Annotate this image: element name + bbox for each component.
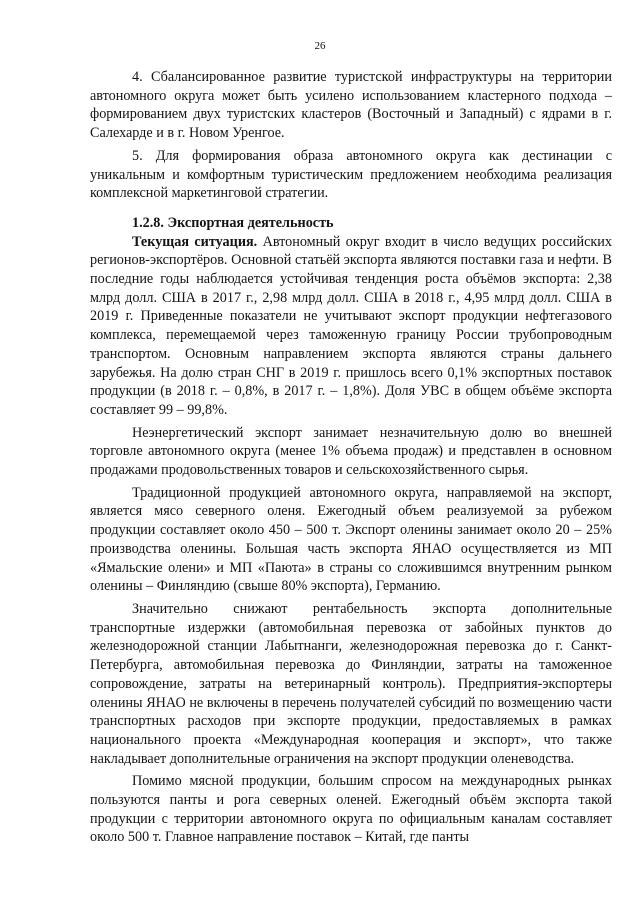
paragraph-reindeer-meat: Традиционной продукцией автономного округа, направляемой на экспорт, является мясо северного оленя. Ежегодный объем реализуемой за рубежом продукции составляет около 450 – 500 т. Экспорт оленины занимает около 20 – 25% производства оленины. Большая часть экспорта ЯНАО осуществляется из МП «Ямальские олени» и МП «Паюта» в страны со сложившимся внутренним рынком оленины – Финляндию (свыше 80% экспорта), Германию. bbox=[90, 484, 612, 595]
paragraph-tourism-infrastructure: 4. Сбалансированное развитие туристской инфраструктуры на территории автономного округа может быть усилено использованием кластерного подхода – формированием двух туристских кластеров (Восточный и Западный) с ядрами в г. Салехарде и в г. Новом Уренгое. bbox=[90, 69, 612, 142]
document-body bbox=[90, 68, 612, 851]
page-number: 26 bbox=[314, 40, 326, 52]
paragraph-current-situation bbox=[90, 233, 612, 420]
current-situation-label: Текущая ситуация. bbox=[132, 233, 258, 250]
section-heading: 1.2.8. Экспортная деятельность bbox=[132, 214, 334, 231]
paragraph-non-energy-export: Неэнергетический экспорт занимает незначительную долю во внешней торговле автономного округа (менее 1% объема продаж) и представлен в основном продажами продовольственных товаров и сельскохозяйственного сырья. bbox=[90, 424, 612, 479]
paragraph-marketing-strategy: 5. Для формирования образа автономного округа как дестинации с уникальным и комфортным туристическим предложением необходима реализация комплексной маркетинговой стратегии. bbox=[90, 147, 612, 202]
paragraph-transport-costs: Значительно снижают рентабельность экспорта дополнительные транспортные издержки (автомобильная перевозка от забойных пунктов до железнодорожной станции Лабытнанги, железнодорожная перевозка до г. Санкт-Петербурга, автомобильная перевозка до Финляндии, затраты на таможенное сопровождение, затраты на ветеринарный контроль). Предприятия-экспортеры оленины ЯНАО не включены в перечень получателей субсидий по возмещению части транспортных расходов при экспорте продукции, предоставляемых в рамках национального проекта «Международная кооперация и экспорт», что также накладывает дополнительные ограничения на экспорт продукции оленеводства. bbox=[90, 600, 612, 767]
paragraph-antlers: Помимо мясной продукции, большим спросом на международных рынках пользуются панты и рога северных оленей. Ежегодный объём экспорта такой продукции с территории автономного округа по официальным каналам составляет около 500 т. Главное направление поставок – Китай, где панты bbox=[90, 773, 612, 846]
current-situation-text: Автономный округ входит в число ведущих российских регионов-экспортёров. Основной статьёй экспорта являются поставки газа и нефти. В последние годы наблюдается устойчивая тенденция роста объёмов экспорта: 2,38 млрд долл. США в 2017 г., 2,98 млрд долл. США в 2018 г., 4,95 млрд долл. США в 2019 г. Приведенные показатели не учитывают экспорт продукции нефтегазового комплекса, перемещаемой через таможенную границу России трубопроводным транспортом. Основным направлением экспорта являются страны дальнего зарубежья. На долю стран СНГ в 2019 г. пришлось всего 0,1% экспортных поставок продукции (в 2018 г. – 0,8%, в 2017 г. – 1,8%). Доля УВС в общем объёме экспорта составляет 99 – 99,8%. bbox=[90, 233, 612, 418]
